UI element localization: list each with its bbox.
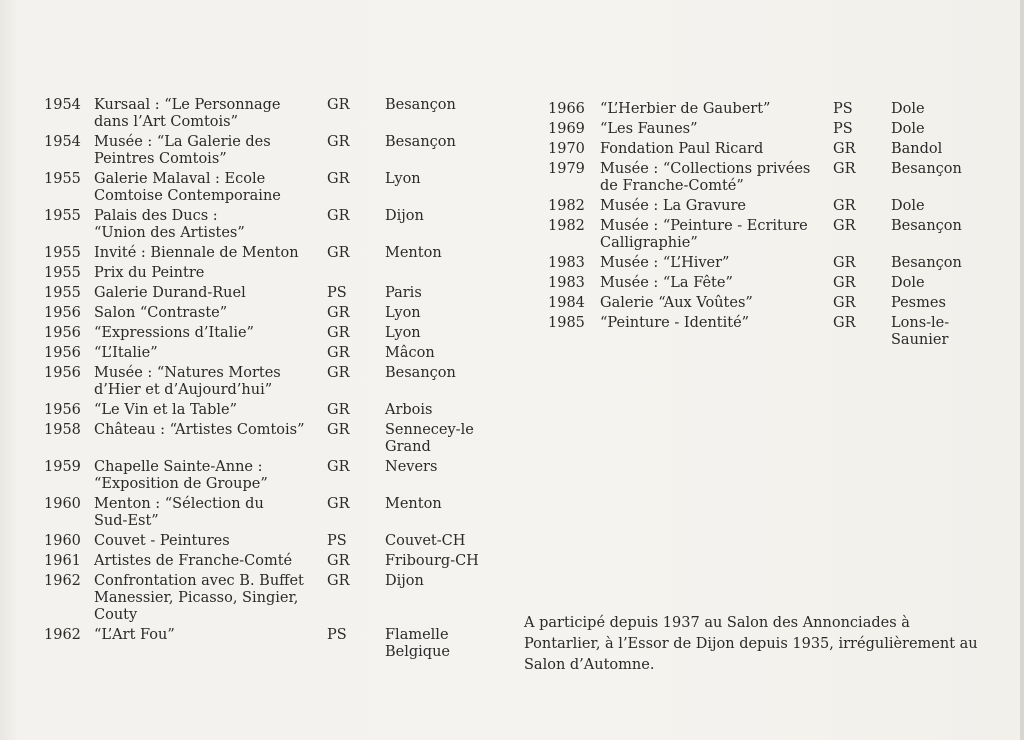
entry-title [94,627,327,644]
entry-type: GR [327,365,350,381]
entry-year: 1956 [44,325,81,341]
entry-title-line: Kursaal : “Le Personnage [94,97,281,113]
entry-title-line: “Les Faunes” [600,121,698,137]
entry-year: 1966 [548,101,585,117]
page-edge [1020,0,1024,740]
entry-year: 1955 [44,265,81,281]
entry-place [385,134,495,151]
entry-place-line: Menton [385,245,442,261]
entry-title [94,459,327,493]
entry-title-line: Couty [94,607,138,623]
entry-title [600,198,833,215]
exhibition-entry [36,245,506,262]
entry-type: GR [327,496,350,512]
entry-title [94,208,327,242]
entry-title-line: Sud-Est” [94,513,159,529]
entry-place [385,553,495,570]
entry-year: 1983 [548,255,585,271]
entry-title [94,365,327,399]
entry-title [600,255,833,272]
entry-place [385,402,495,419]
exhibitions-list-right [540,101,980,352]
entry-year: 1956 [44,402,81,418]
entry-year: 1960 [44,496,81,512]
entry-year: 1970 [548,141,585,157]
entry-place-line: Lyon [385,171,421,187]
entry-title-line: Galerie Malaval : Ecole [94,171,266,187]
entry-place [385,345,495,362]
entry-title-line: “Expressions d’Italie” [94,325,254,341]
entry-title [600,275,833,292]
exhibition-entry [540,141,980,158]
entry-type: GR [833,218,856,234]
entry-title-line: Fondation Paul Ricard [600,141,764,157]
entry-place-line: Lons-le- [891,315,950,331]
entry-place [385,627,495,661]
entry-title [94,496,327,530]
entry-place [385,171,495,188]
entry-type: GR [327,573,350,589]
entry-place [385,97,495,114]
entry-type: PS [327,285,347,301]
entry-year: 1956 [44,305,81,321]
entry-title-line: de Franche-Comté” [600,178,744,194]
exhibition-entry [36,97,506,131]
entry-title-line: Prix du Peintre [94,265,205,281]
exhibition-entry [540,218,980,252]
entry-title-line: Galerie Durand-Ruel [94,285,246,301]
entry-place [891,198,1001,215]
entry-year: 1956 [44,365,81,381]
entry-place-line: Bandol [891,141,943,157]
entry-title [94,285,327,302]
entry-type: GR [327,208,350,224]
entry-year: 1958 [44,422,81,438]
entry-year: 1962 [44,573,81,589]
entry-place-line: Pesmes [891,295,946,311]
entry-year: 1983 [548,275,585,291]
entry-title-line: “Peinture - Identité” [600,315,750,331]
entry-type: GR [327,171,350,187]
entry-title [94,97,327,131]
exhibitions-list-left [36,97,506,664]
entry-type: GR [833,255,856,271]
entry-type: GR [327,134,350,150]
entry-title-line: “L’Italie” [94,345,158,361]
entry-year: 1954 [44,134,81,150]
entry-type: GR [327,305,350,321]
exhibition-entry [36,285,506,302]
entry-type: GR [833,198,856,214]
entry-place-line: Dijon [385,573,424,589]
participation-note: A participé depuis 1937 au Salon des Annonciades à Pontarlier, à l’Essor de Dijon depuis 1935, irrégulièrement au Salon d’Automne. [524,615,978,673]
entry-title-line: Menton : “Sélection du [94,496,264,512]
entry-type: GR [833,141,856,157]
entry-title [94,345,327,362]
exhibition-entry [36,265,506,282]
entry-title-line: Palais des Ducs : [94,208,218,224]
entry-type: GR [327,553,350,569]
entry-title-line: Couvet - Peintures [94,533,230,549]
exhibition-entry [540,275,980,292]
entry-year: 1962 [44,627,81,643]
entry-place-line: Dole [891,275,925,291]
entry-title-line: Château : “Artistes Comtois” [94,422,305,438]
entry-place [385,365,495,382]
entry-title [94,305,327,322]
entry-title-line: Comtoise Contemporaine [94,188,281,204]
exhibition-entry [36,305,506,322]
exhibition-entry [36,573,506,624]
entry-type: GR [327,345,350,361]
exhibition-entry [36,533,506,550]
entry-type: PS [833,121,853,137]
entry-title-line: Musée : “L’Hiver” [600,255,730,271]
entry-type: GR [833,275,856,291]
entry-type: PS [833,101,853,117]
exhibition-entry [36,325,506,342]
entry-type: GR [327,402,350,418]
entry-place [385,325,495,342]
entry-title-line: Invité : Biennale de Menton [94,245,299,261]
entry-title-line: “Exposition de Groupe” [94,476,268,492]
exhibition-entry [540,255,980,272]
entry-year: 1956 [44,345,81,361]
entry-title [600,161,833,195]
entry-place-line: Lyon [385,325,421,341]
entry-place [891,121,1001,138]
entry-place-line: Lyon [385,305,421,321]
entry-year: 1979 [548,161,585,177]
entry-type: GR [833,161,856,177]
exhibition-entry [36,345,506,362]
entry-title [600,121,833,138]
exhibition-entry [36,402,506,419]
exhibition-entry [36,365,506,399]
entry-place-line: Dijon [385,208,424,224]
entry-place [385,533,495,550]
entry-title-line: Salon “Contraste” [94,305,228,321]
entry-title-line: Peintres Comtois” [94,151,227,167]
entry-type: PS [327,627,347,643]
entry-type: GR [327,97,350,113]
entry-place [891,141,1001,158]
exhibition-entry [36,134,506,168]
entry-place [891,161,1001,178]
entry-type: GR [833,315,856,331]
entry-title [600,315,833,332]
entry-title-line: Manessier, Picasso, Singier, [94,590,299,606]
entry-title-line: “Le Vin et la Table” [94,402,238,418]
exhibition-entry [36,553,506,570]
entry-type: GR [327,325,350,341]
entry-place [891,255,1001,272]
exhibition-entry [540,315,980,349]
entry-title-line: Artistes de Franche-Comté [94,553,293,569]
entry-title [600,295,833,312]
entry-place-line: Belgique [385,644,450,660]
entry-year: 1982 [548,198,585,214]
entry-year: 1984 [548,295,585,311]
entry-place-line: Menton [385,496,442,512]
entry-place-line: Flamelle [385,627,449,643]
entry-title-line: “L’Art Fou” [94,627,175,643]
entry-year: 1982 [548,218,585,234]
exhibition-entry [36,422,506,456]
entry-title-line: Musée : La Gravure [600,198,746,214]
entry-title [94,325,327,342]
entry-title [94,422,327,439]
entry-title [600,218,833,252]
entry-place [385,245,495,262]
entry-year: 1955 [44,208,81,224]
entry-title-line: Galerie “Aux Voûtes” [600,295,753,311]
entry-title [94,265,327,282]
entry-type: GR [327,459,350,475]
entry-type: PS [327,533,347,549]
entry-title [94,553,327,570]
exhibition-entry [540,101,980,118]
entry-place [891,315,1001,349]
entry-year: 1985 [548,315,585,331]
entry-place [891,101,1001,118]
entry-title [94,245,327,262]
entry-place-line: Grand [385,439,431,455]
entry-place [891,275,1001,292]
entry-place [385,285,495,302]
entry-place-line: Dole [891,121,925,137]
entry-place-line: Besançon [385,134,456,150]
entry-title-line: Musée : “Natures Mortes [94,365,281,381]
entry-title-line: Musée : “La Fête” [600,275,733,291]
entry-title-line: Confrontation avec B. Buffet [94,573,304,589]
exhibition-entry [540,295,980,312]
entry-title-line: Chapelle Sainte-Anne : [94,459,263,475]
entry-place-line: Sennecey-le [385,422,474,438]
entry-place-line: Fribourg-CH [385,553,479,569]
entry-place-line: Besançon [891,218,962,234]
entry-place [385,496,495,513]
exhibition-entry [36,171,506,205]
entry-title-line: Musée : “Collections privées [600,161,811,177]
entry-title [94,402,327,419]
entry-title [94,533,327,550]
entry-title [600,101,833,118]
entry-title [94,573,327,624]
entry-place-line: Dole [891,101,925,117]
exhibition-entry [540,161,980,195]
entry-place [385,459,495,476]
entry-title-line: Calligraphie” [600,235,698,251]
entry-title-line: Musée : “Peinture - Ecriture [600,218,808,234]
entry-place-line: Arbois [385,402,433,418]
exhibition-entry [540,121,980,138]
entry-year: 1961 [44,553,81,569]
entry-year: 1969 [548,121,585,137]
entry-type: GR [327,245,350,261]
exhibition-entry [36,496,506,530]
entry-type: GR [327,422,350,438]
entry-place [891,218,1001,235]
exhibition-entry [36,459,506,493]
entry-title-line: “L’Herbier de Gaubert” [600,101,771,117]
entry-title [94,134,327,168]
entry-year: 1955 [44,285,81,301]
entry-place [385,422,495,456]
exhibition-entry [36,208,506,242]
entry-title [600,141,833,158]
entry-place-line: Paris [385,285,422,301]
entry-year: 1954 [44,97,81,113]
entry-place-line: Mâcon [385,345,435,361]
entry-year: 1955 [44,171,81,187]
entry-place-line: Couvet-CH [385,533,466,549]
entry-year: 1959 [44,459,81,475]
exhibition-entry [540,198,980,215]
exhibition-entry [36,627,506,661]
entry-place-line: Saunier [891,332,949,348]
entry-place [385,573,495,590]
entry-title-line: d’Hier et d’Aujourd’hui” [94,382,273,398]
entry-place-line: Besançon [891,161,962,177]
entry-title [94,171,327,205]
entry-title-line: dans l’Art Comtois” [94,114,239,130]
entry-place [385,208,495,225]
entry-place-line: Nevers [385,459,438,475]
entry-year: 1960 [44,533,81,549]
entry-place-line: Besançon [385,365,456,381]
entry-place-line: Dole [891,198,925,214]
entry-title-line: Musée : “La Galerie des [94,134,271,150]
entry-place-line: Besançon [385,97,456,113]
entry-place-line: Besançon [891,255,962,271]
entry-type: GR [833,295,856,311]
entry-year: 1955 [44,245,81,261]
entry-place [891,295,1001,312]
entry-title-line: “Union des Artistes” [94,225,245,241]
entry-place [385,305,495,322]
